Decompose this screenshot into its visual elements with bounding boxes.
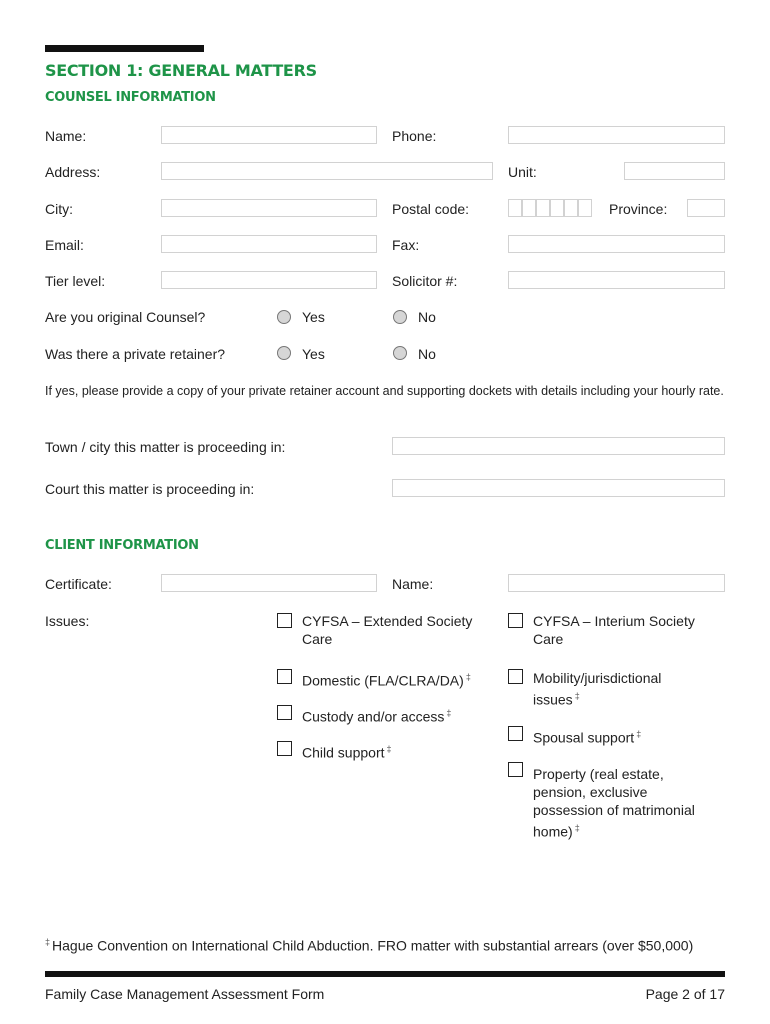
phone-label: Phone:	[392, 128, 437, 144]
section-title: SECTION 1: GENERAL MATTERS	[45, 61, 317, 80]
custody-label	[302, 704, 502, 726]
footer-page-number: Page 2 of 17	[645, 986, 725, 1002]
address-label: Address:	[45, 164, 101, 180]
private-retainer-yes-radio[interactable]	[277, 346, 291, 360]
mobility-label-text: Mobility/jurisdictional issues	[533, 670, 662, 708]
private-retainer-no-label: No	[418, 346, 436, 362]
custody-label-text: Custody and/or access	[302, 708, 445, 725]
city-field[interactable]	[161, 199, 377, 217]
property-checkbox[interactable]	[508, 762, 523, 777]
postal-code-box[interactable]	[578, 199, 592, 217]
spousal-support-label	[533, 725, 723, 747]
postal-code-box[interactable]	[522, 199, 536, 217]
solicitor-number-label: Solicitor #:	[392, 273, 458, 289]
tier-level-label: Tier level:	[45, 273, 106, 289]
original-counsel-yes-label: Yes	[302, 309, 325, 325]
spousal-support-checkbox[interactable]	[508, 726, 523, 741]
hague-marker: ‡	[636, 729, 642, 739]
unit-field[interactable]	[624, 162, 725, 180]
property-label-text: Property (real estate, pension, exclusive possession of matrimonial home)	[533, 766, 695, 840]
city-label: City:	[45, 201, 73, 217]
original-counsel-yes-radio[interactable]	[277, 310, 291, 324]
property-label	[533, 765, 718, 841]
original-counsel-no-radio[interactable]	[393, 310, 407, 324]
counsel-name-label: Name:	[45, 128, 87, 144]
footer-rule	[45, 971, 725, 977]
counsel-name-field[interactable]	[161, 126, 377, 144]
hague-marker: ‡	[386, 744, 392, 754]
child-support-label-text: Child support	[302, 744, 385, 761]
original-counsel-question: Are you original Counsel?	[45, 309, 206, 325]
town-city-label: Town / city this matter is proceeding in:	[45, 439, 286, 455]
email-label: Email:	[45, 237, 84, 253]
postal-code-box[interactable]	[564, 199, 578, 217]
certificate-field[interactable]	[161, 574, 377, 592]
tier-level-field[interactable]	[161, 271, 377, 289]
fax-field[interactable]	[508, 235, 725, 253]
issues-label: Issues:	[45, 613, 90, 629]
court-field[interactable]	[392, 479, 725, 497]
private-retainer-note: If yes, please provide a copy of your private retainer account and supporting dockets with details including your hourly rate.	[45, 384, 724, 398]
phone-field[interactable]	[508, 126, 725, 144]
hague-marker: ‡	[574, 691, 580, 701]
mobility-checkbox[interactable]	[508, 669, 523, 684]
domestic-label-text: Domestic (FLA/CLRA/DA)	[302, 672, 464, 689]
cyfsa-interium-label: CYFSA – Interium Society Care	[533, 613, 695, 647]
cyfsa-extended-checkbox[interactable]	[277, 613, 292, 628]
solicitor-number-field[interactable]	[508, 271, 725, 289]
original-counsel-no-label: No	[418, 309, 436, 325]
footer-form-title: Family Case Management Assessment Form	[45, 986, 325, 1002]
postal-code-field[interactable]	[508, 199, 592, 217]
cyfsa-interium-checkbox[interactable]	[508, 613, 523, 628]
child-support-label	[302, 740, 502, 762]
hague-marker: ‡	[465, 672, 471, 682]
client-name-label: Name:	[392, 576, 434, 592]
spousal-support-label-text: Spousal support	[533, 729, 635, 746]
certificate-label: Certificate:	[45, 576, 112, 592]
unit-label: Unit:	[508, 164, 537, 180]
hague-marker: ‡	[574, 823, 580, 833]
counsel-heading: COUNSEL INFORMATION	[45, 90, 216, 105]
province-label: Province:	[609, 201, 668, 217]
custody-checkbox[interactable]	[277, 705, 292, 720]
town-city-field[interactable]	[392, 437, 725, 455]
private-retainer-no-radio[interactable]	[393, 346, 407, 360]
email-field[interactable]	[161, 235, 377, 253]
domestic-checkbox[interactable]	[277, 669, 292, 684]
address-field[interactable]	[161, 162, 493, 180]
private-retainer-yes-label: Yes	[302, 346, 325, 362]
mobility-label	[533, 669, 693, 709]
footnote-marker: ‡	[45, 937, 51, 947]
footnote-text: Hague Convention on International Child Abduction. FRO matter with substantial arrears (over $50,000)	[52, 937, 694, 954]
postal-code-box[interactable]	[536, 199, 550, 217]
private-retainer-question: Was there a private retainer?	[45, 346, 226, 362]
child-support-checkbox[interactable]	[277, 741, 292, 756]
client-heading: CLIENT INFORMATION	[45, 538, 199, 553]
fax-label: Fax:	[392, 237, 420, 253]
cyfsa-extended-label: CYFSA – Extended Society Care	[302, 613, 473, 647]
court-label: Court this matter is proceeding in:	[45, 481, 255, 497]
hague-marker: ‡	[446, 708, 452, 718]
province-field[interactable]	[687, 199, 725, 217]
footnote	[45, 933, 725, 955]
section-top-rule	[45, 45, 204, 52]
client-name-field[interactable]	[508, 574, 725, 592]
postal-code-box[interactable]	[508, 199, 522, 217]
postal-code-box[interactable]	[550, 199, 564, 217]
postal-code-label: Postal code:	[392, 201, 470, 217]
domestic-label	[302, 668, 502, 690]
